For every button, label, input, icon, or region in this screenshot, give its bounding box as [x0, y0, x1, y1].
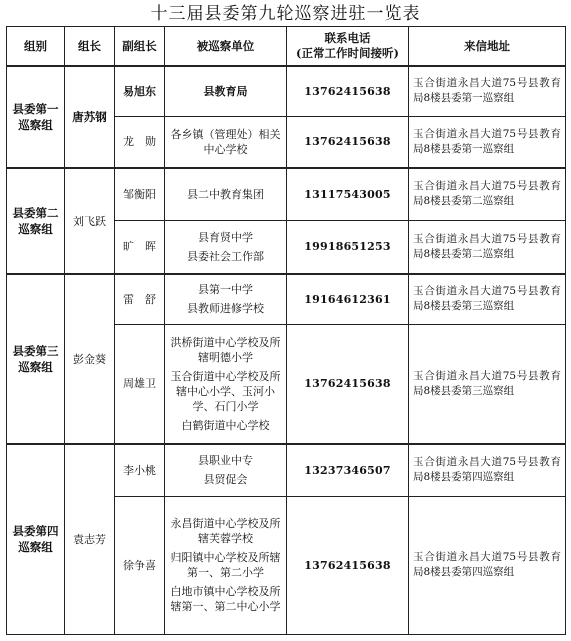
deputy-leader: 易旭东 [115, 66, 165, 116]
phone-number: 13237346507 [287, 444, 409, 496]
group-name-line2: 巡察组 [18, 360, 53, 374]
unit-cell [165, 116, 287, 168]
unit-name: 县二中教育集团 [187, 187, 264, 201]
unit-name: 归阳镇中心学校及所辖第一、第二小学 [170, 551, 281, 579]
mail-address: 玉合街道永昌大道75号县教育局8楼县委第二巡察组 [409, 168, 566, 220]
unit-name: 白鹤街道中心学校 [181, 418, 270, 432]
deputy-leader: 雷 舒 [115, 274, 165, 324]
unit-name: 县育贤中学 [198, 230, 253, 244]
group-name-line2: 巡察组 [18, 540, 53, 555]
unit-name: 县第一中学 [198, 283, 253, 297]
header-row [7, 27, 566, 67]
deputy-leader: 徐争喜 [115, 496, 165, 634]
unit-name: 白地市镇中心学校及所辖第一、第二中心小学 [170, 585, 281, 613]
mail-address: 玉合街道永昌大道75号县教育局8楼县委第三巡察组 [409, 324, 566, 444]
unit-name: 县教育局 [203, 84, 248, 98]
group-name-cell [7, 444, 65, 634]
phone-number: 13117543005 [287, 168, 409, 220]
group-name-line1: 县委第三 [12, 344, 59, 358]
group-name-cell [7, 168, 65, 274]
group-name-line1: 县委第四 [12, 524, 59, 539]
phone-number: 13762415638 [287, 496, 409, 634]
group-name-line1: 县委第二 [12, 206, 59, 220]
mail-address: 玉合街道永昌大道75号县教育局8楼县委第四巡察组 [409, 496, 566, 634]
table-row [7, 274, 566, 324]
table-row [7, 168, 566, 220]
phone-number: 19164612361 [287, 274, 409, 324]
unit-name: 县贸促会 [203, 473, 248, 487]
header-leader: 组长 [65, 27, 115, 67]
unit-name: 洪桥街道中心学校及所辖明德小学 [170, 335, 281, 364]
group-name-line2: 巡察组 [18, 222, 53, 236]
unit-cell [165, 220, 287, 274]
unit-name: 永昌街道中心学校及所辖芙蓉学校 [170, 517, 281, 545]
table-row [7, 444, 566, 496]
group-leader: 唐苏钢 [65, 66, 115, 168]
unit-cell [165, 66, 287, 116]
group-name-line1: 县委第一 [12, 102, 59, 116]
mail-address: 玉合街道永昌大道75号县教育局8楼县委第二巡察组 [409, 220, 566, 274]
header-address: 来信地址 [409, 27, 566, 67]
mail-address: 玉合街道永昌大道75号县教育局8楼县委第三巡察组 [409, 274, 566, 324]
group-leader: 刘飞跃 [65, 168, 115, 274]
header-phone-line1: 联系电话 [324, 31, 371, 45]
phone-number: 13762415638 [287, 324, 409, 444]
group-name-line2: 巡察组 [18, 118, 53, 132]
patrol-table [6, 26, 566, 635]
unit-cell [165, 168, 287, 220]
unit-name: 各乡镇（管理处）相关中心学校 [170, 127, 281, 156]
unit-name: 玉合街道中心学校及所辖中心小学、玉河小学、石门小学 [170, 369, 281, 413]
header-phone-line2: (正常工作时间接听) [296, 46, 399, 60]
mail-address: 玉合街道永昌大道75号县教育局8楼县委第四巡察组 [409, 444, 566, 496]
header-deputy: 副组长 [115, 27, 165, 67]
phone-number: 19918651253 [287, 220, 409, 274]
unit-cell [165, 496, 287, 634]
table-row [7, 66, 566, 116]
mail-address: 玉合街道永昌大道75号县教育局8楼县委第一巡察组 [409, 116, 566, 168]
deputy-leader: 李小桃 [115, 444, 165, 496]
deputy-leader: 旷 晖 [115, 220, 165, 274]
unit-cell [165, 444, 287, 496]
unit-name: 县教师进修学校 [187, 302, 264, 316]
deputy-leader: 邹衡阳 [115, 168, 165, 220]
unit-name: 县委社会工作部 [187, 249, 264, 263]
header-phone [287, 27, 409, 67]
header-group: 组别 [7, 27, 65, 67]
unit-name: 县职业中专 [198, 454, 253, 468]
deputy-leader: 周雄卫 [115, 324, 165, 444]
deputy-leader: 龙 勋 [115, 116, 165, 168]
group-name-cell [7, 66, 65, 168]
group-leader: 袁志芳 [65, 444, 115, 634]
unit-cell [165, 274, 287, 324]
phone-number: 13762415638 [287, 116, 409, 168]
unit-cell [165, 324, 287, 444]
header-unit: 被巡察单位 [165, 27, 287, 67]
page-title: 十三届县委第九轮巡察进驻一览表 [150, 4, 421, 24]
group-name-cell [7, 274, 65, 444]
mail-address: 玉合街道永昌大道75号县教育局8楼县委第一巡察组 [409, 66, 566, 116]
phone-number: 13762415638 [287, 66, 409, 116]
group-leader: 彭金葵 [65, 274, 115, 444]
